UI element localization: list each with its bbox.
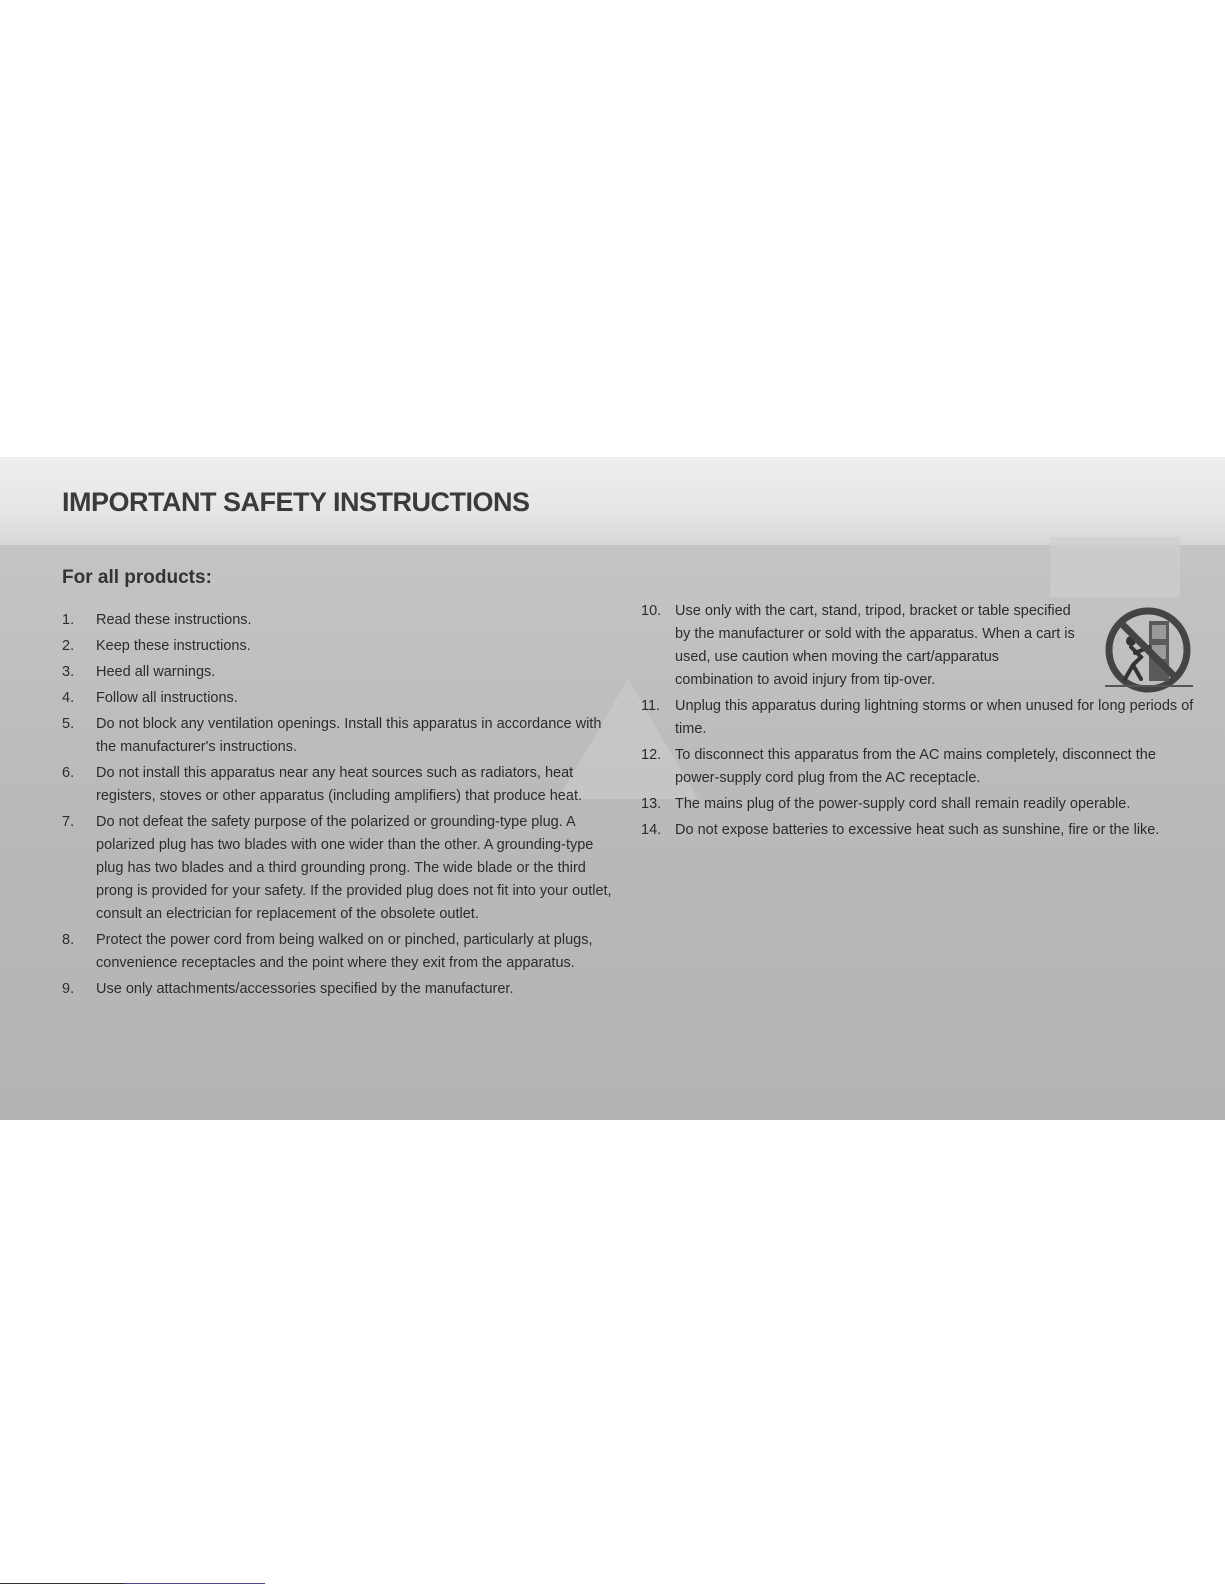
list-item	[641, 819, 1196, 842]
item-text: Read these instructions.	[96, 612, 252, 628]
watermark-logo	[1050, 537, 1180, 597]
item-text: Unplug this apparatus during lightning storms or when unused for long periods of time.	[675, 698, 1194, 737]
item-number: 12.	[641, 747, 662, 763]
list-item	[641, 744, 1196, 790]
list-item	[62, 978, 622, 1001]
header-band	[0, 457, 1225, 545]
item-text: Do not expose batteries to excessive heat such as sunshine, fire or the like.	[675, 822, 1160, 838]
item-number: 2.	[62, 638, 75, 654]
item-text: Keep these instructions.	[96, 638, 251, 654]
scanned-page-panel	[0, 457, 1225, 1120]
section-subheading: For all products:	[62, 567, 212, 588]
item-number: 10.	[641, 603, 662, 619]
item-text: Heed all warnings.	[96, 664, 216, 680]
item-text: Protect the power cord from being walked on or pinched, particularly at plugs, convenience receptacles and the point where they exit from the apparatus.	[96, 932, 593, 971]
icon-underline	[1105, 685, 1193, 687]
list-item	[62, 713, 622, 759]
item-text: Do not block any ventilation openings. Install this apparatus in accordance with the manufacturer's instructions.	[96, 716, 602, 755]
cart-tip-over-warning-icon	[1105, 607, 1191, 693]
item-text: Use only with the cart, stand, tripod, bracket or table specified by the manufacturer or sold with the apparatus. When a cart is used, use caution when moving the cart/apparatus combination to avoid injury from tip-over.	[675, 603, 1075, 688]
list-item	[641, 695, 1196, 741]
list-item	[62, 762, 622, 808]
list-item	[641, 793, 1196, 816]
item-number: 4.	[62, 690, 75, 706]
item-number: 7.	[62, 814, 75, 830]
item-text: Use only attachments/accessories specified by the manufacturer.	[96, 981, 514, 997]
item-number: 3.	[62, 664, 75, 680]
item-number: 11.	[641, 698, 661, 714]
item-number: 6.	[62, 765, 75, 781]
list-item	[62, 609, 622, 632]
instructions-list-left	[62, 609, 622, 1004]
item-number: 13.	[641, 796, 662, 812]
item-text: Do not defeat the safety purpose of the polarized or grounding-type plug. A polarized plug has two blades with one wider than the other. A grounding-type plug has two blades and a third grounding prong. The wide blade or the third prong is provided for your safety. If the provided plug does not fit into your outlet, consult an electrician for replacement of the obsolete outlet.	[96, 814, 612, 922]
item-text: Follow all instructions.	[96, 690, 238, 706]
list-item	[62, 811, 622, 926]
item-number: 1.	[62, 612, 75, 628]
item-number: 8.	[62, 932, 75, 948]
page-title: IMPORTANT SAFETY INSTRUCTIONS	[62, 487, 530, 517]
list-item	[62, 661, 622, 684]
item-number: 9.	[62, 981, 75, 997]
list-item	[62, 687, 622, 710]
item-number: 14.	[641, 822, 662, 838]
list-item	[62, 929, 622, 975]
item-text: The mains plug of the power-supply cord shall remain readily operable.	[675, 796, 1131, 812]
item-text: Do not install this apparatus near any heat sources such as radiators, heat registers, stoves or other apparatus (including amplifiers) that produce heat.	[96, 765, 582, 804]
list-item	[62, 635, 622, 658]
item-text: To disconnect this apparatus from the AC mains completely, disconnect the power-supply cord plug from the AC receptacle.	[675, 747, 1156, 786]
item-number: 5.	[62, 716, 75, 732]
